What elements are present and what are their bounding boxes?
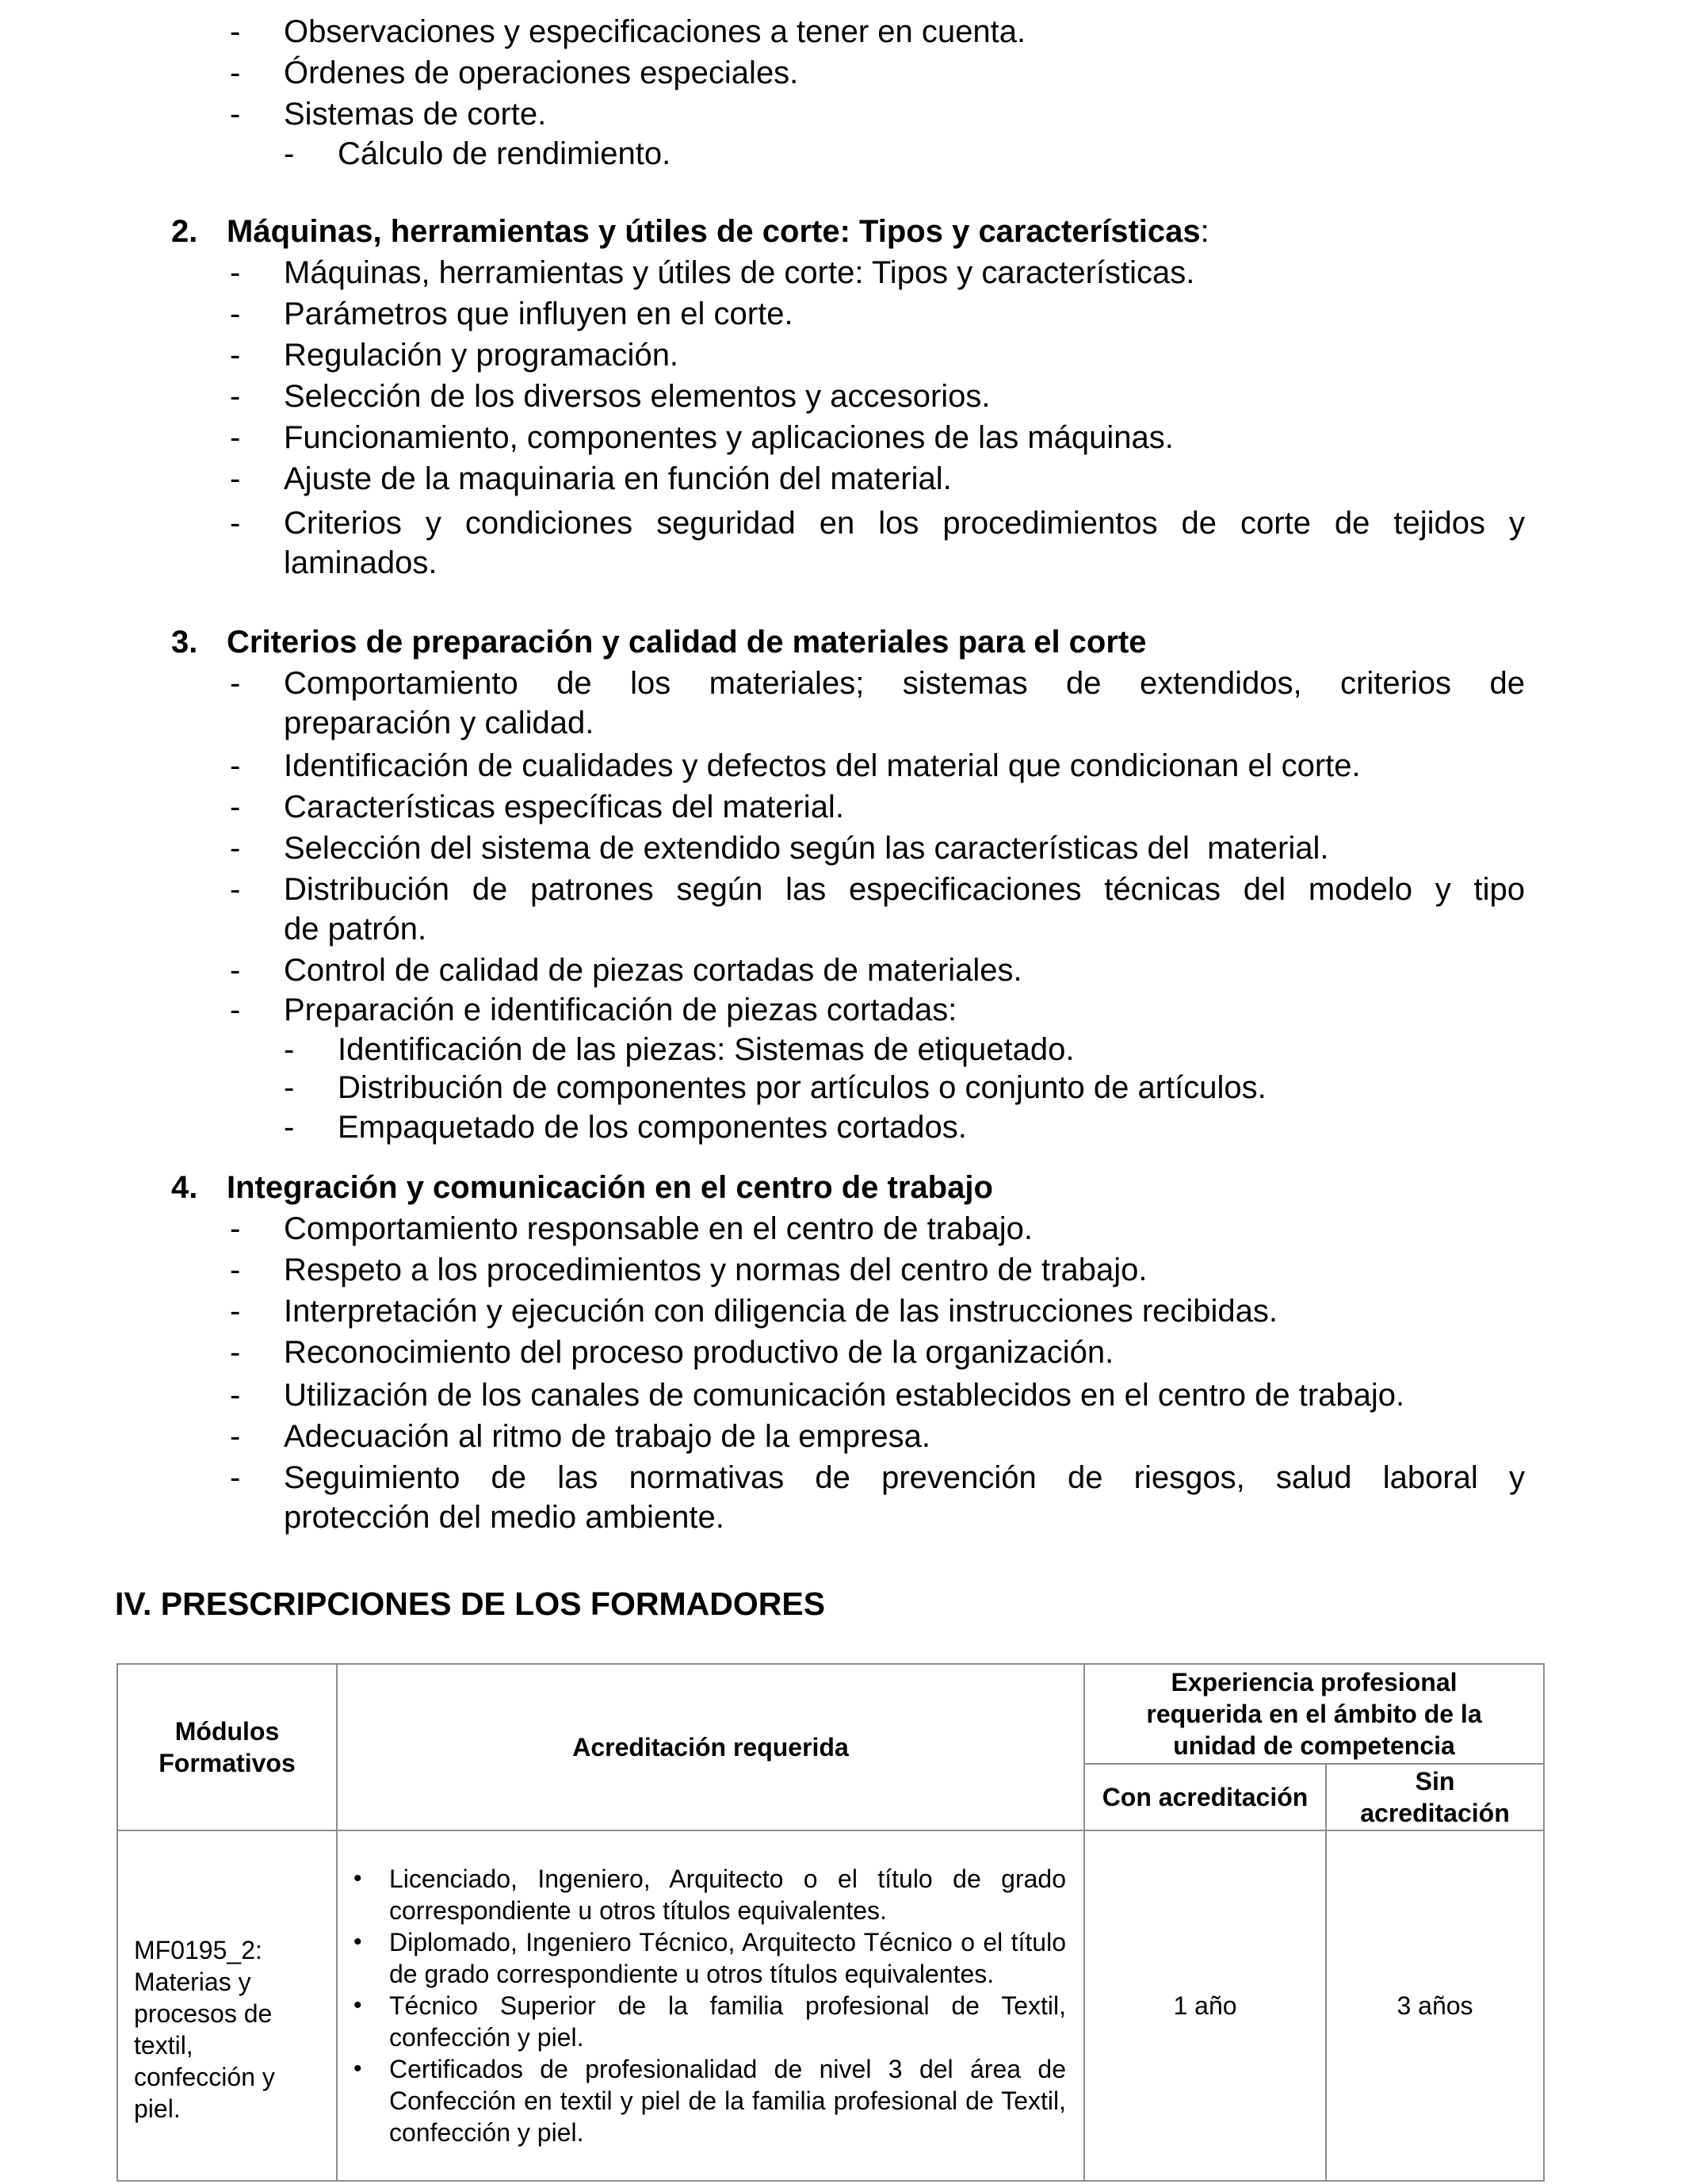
list-dash: - <box>230 993 241 1027</box>
list-item-continuation: preparación y calidad. <box>284 706 594 740</box>
sublist-item: Identificación de las piezas: Sistemas de etiquetado. <box>338 1032 1075 1067</box>
list-item: Selección del sistema de extendido según las características del material. <box>284 831 1329 866</box>
requirement-item <box>353 2053 1066 2148</box>
section-title: Criterios de preparación y calidad de materiales para el corte <box>227 625 1147 660</box>
sublist-dash: - <box>284 1070 295 1105</box>
bullet: • <box>353 2056 362 2082</box>
list-item: Parámetros que influyen en el corte. <box>284 296 793 331</box>
requirements-list <box>338 1863 1083 2148</box>
list-item-continuation: laminados. <box>284 545 437 580</box>
list-dash: - <box>230 55 241 90</box>
requirement-item <box>353 1863 1066 1926</box>
requirement-text: Técnico Superior de la familia profesional de Textil, confección y piel. <box>389 1991 1066 2052</box>
list-item: Características específicas del material. <box>284 790 844 824</box>
header-accreditation: Acreditación requerida <box>337 1664 1084 1830</box>
list-item: Utilización de los canales de comunicación establecidos en el centro de trabajo. <box>284 1378 1405 1413</box>
list-item-continuation: protección del medio ambiente. <box>284 1500 724 1535</box>
list-item: Reconocimiento del proceso productivo de la organización. <box>284 1335 1114 1370</box>
list-dash: - <box>230 1253 241 1287</box>
table-header-row <box>117 1664 1544 1764</box>
section-title <box>227 211 1209 252</box>
without-accreditation-value: 3 años <box>1326 1830 1544 2181</box>
list-item: Comportamiento responsable en el centro de trabajo. <box>284 1211 1033 1246</box>
sublist-dash: - <box>284 1032 295 1067</box>
sublist-item: Cálculo de rendimiento. <box>338 136 671 171</box>
list-dash: - <box>230 748 241 783</box>
sublist-item: Distribución de componentes por artículos o conjunto de artículos. <box>338 1070 1267 1105</box>
requirement-item <box>353 1990 1066 2053</box>
list-dash: - <box>230 1211 241 1246</box>
list-dash: - <box>230 379 241 414</box>
header-without-accreditation: Sin acreditación <box>1326 1764 1544 1830</box>
bullet: • <box>353 1929 362 1955</box>
list-item: Observaciones y especificaciones a tener en cuenta. <box>284 14 1026 49</box>
list-dash: - <box>230 255 241 290</box>
section-number: 3. <box>171 625 198 660</box>
list-dash: - <box>230 14 241 49</box>
section-title: Integración y comunicación en el centro de trabajo <box>227 1170 993 1205</box>
requirements-cell <box>337 1830 1084 2181</box>
list-dash: - <box>230 872 241 907</box>
list-dash: - <box>230 1294 241 1329</box>
list-item: Sistemas de corte. <box>284 97 547 132</box>
module-cell: MF0195_2: Materias y procesos de textil, confección y piel. <box>117 1830 337 2181</box>
list-item: Ajuste de la maquinaria en función del material. <box>284 461 952 496</box>
section-title-suffix: : <box>1200 214 1209 249</box>
list-dash: - <box>230 1419 241 1454</box>
list-dash: - <box>230 831 241 866</box>
list-item: Adecuación al ritmo de trabajo de la empresa. <box>284 1419 931 1454</box>
list-dash: - <box>230 1460 241 1495</box>
sublist-dash: - <box>284 136 295 171</box>
list-item: Regulación y programación. <box>284 338 679 373</box>
with-accreditation-value: 1 año <box>1084 1830 1326 2181</box>
list-dash: - <box>230 953 241 988</box>
list-item: Respeto a los procedimientos y normas del centro de trabajo. <box>284 1253 1148 1287</box>
requirement-text: Diplomado, Ingeniero Técnico, Arquitecto Técnico o el título de grado correspondiente u otros títulos equivalentes. <box>389 1928 1066 1988</box>
requirement-text: Licenciado, Ingeniero, Arquitecto o el título de grado correspondiente u otros títulos equivalentes. <box>389 1865 1066 1925</box>
header-with-accreditation: Con acreditación <box>1084 1764 1326 1830</box>
bullet: • <box>353 1865 362 1891</box>
header-modules: Módulos Formativos <box>117 1664 337 1830</box>
list-item: Preparación e identificación de piezas cortadas: <box>284 993 957 1027</box>
list-dash: - <box>230 338 241 373</box>
sublist-item: Empaquetado de los componentes cortados. <box>338 1110 967 1145</box>
list-dash: - <box>230 1378 241 1413</box>
table-row <box>117 1830 1544 2181</box>
header-experience: Experiencia profesional requerida en el ámbito de la unidad de competencia <box>1084 1664 1544 1764</box>
list-item: Máquinas, herramientas y útiles de corte: Tipos y características. <box>284 255 1195 290</box>
list-dash: - <box>230 666 241 701</box>
bullet: • <box>353 1992 362 2018</box>
list-dash: - <box>230 506 241 541</box>
list-item-continuation: de patrón. <box>284 912 427 947</box>
section-number: 4. <box>171 1170 198 1205</box>
list-dash: - <box>230 1335 241 1370</box>
list-item: Identificación de cualidades y defectos del material que condicionan el corte. <box>284 748 1361 783</box>
list-item: Seguimiento de las normativas de prevención de riesgos, salud laboral y <box>284 1460 1525 1495</box>
requirement-item <box>353 1926 1066 1990</box>
list-dash: - <box>230 420 241 455</box>
sublist-dash: - <box>284 1110 295 1145</box>
list-item: Distribución de patrones según las especificaciones técnicas del modelo y tipo <box>284 872 1525 907</box>
trainers-table <box>117 1663 1545 2182</box>
list-dash: - <box>230 97 241 132</box>
list-item: Criterios y condiciones seguridad en los procedimientos de corte de tejidos y <box>284 506 1525 541</box>
section-title-text: Máquinas, herramientas y útiles de corte: Tipos y características <box>227 214 1201 249</box>
list-dash: - <box>230 296 241 331</box>
list-item: Interpretación y ejecución con diligencia de las instrucciones recibidas. <box>284 1294 1278 1329</box>
requirement-text: Certificados de profesionalidad de nivel 3 del área de Confección en textil y piel de la familia profesional de Textil, confección y piel. <box>389 2055 1066 2147</box>
section-number: 2. <box>171 214 198 249</box>
section-heading: IV. PRESCRIPCIONES DE LOS FORMADORES <box>115 1585 826 1622</box>
list-item: Control de calidad de piezas cortadas de materiales. <box>284 953 1022 988</box>
list-item: Funcionamiento, componentes y aplicaciones de las máquinas. <box>284 420 1174 455</box>
list-item: Órdenes de operaciones especiales. <box>284 55 799 90</box>
list-item: Selección de los diversos elementos y accesorios. <box>284 379 991 414</box>
list-dash: - <box>230 790 241 824</box>
list-dash: - <box>230 461 241 496</box>
list-item: Comportamiento de los materiales; sistemas de extendidos, criterios de <box>284 666 1525 701</box>
